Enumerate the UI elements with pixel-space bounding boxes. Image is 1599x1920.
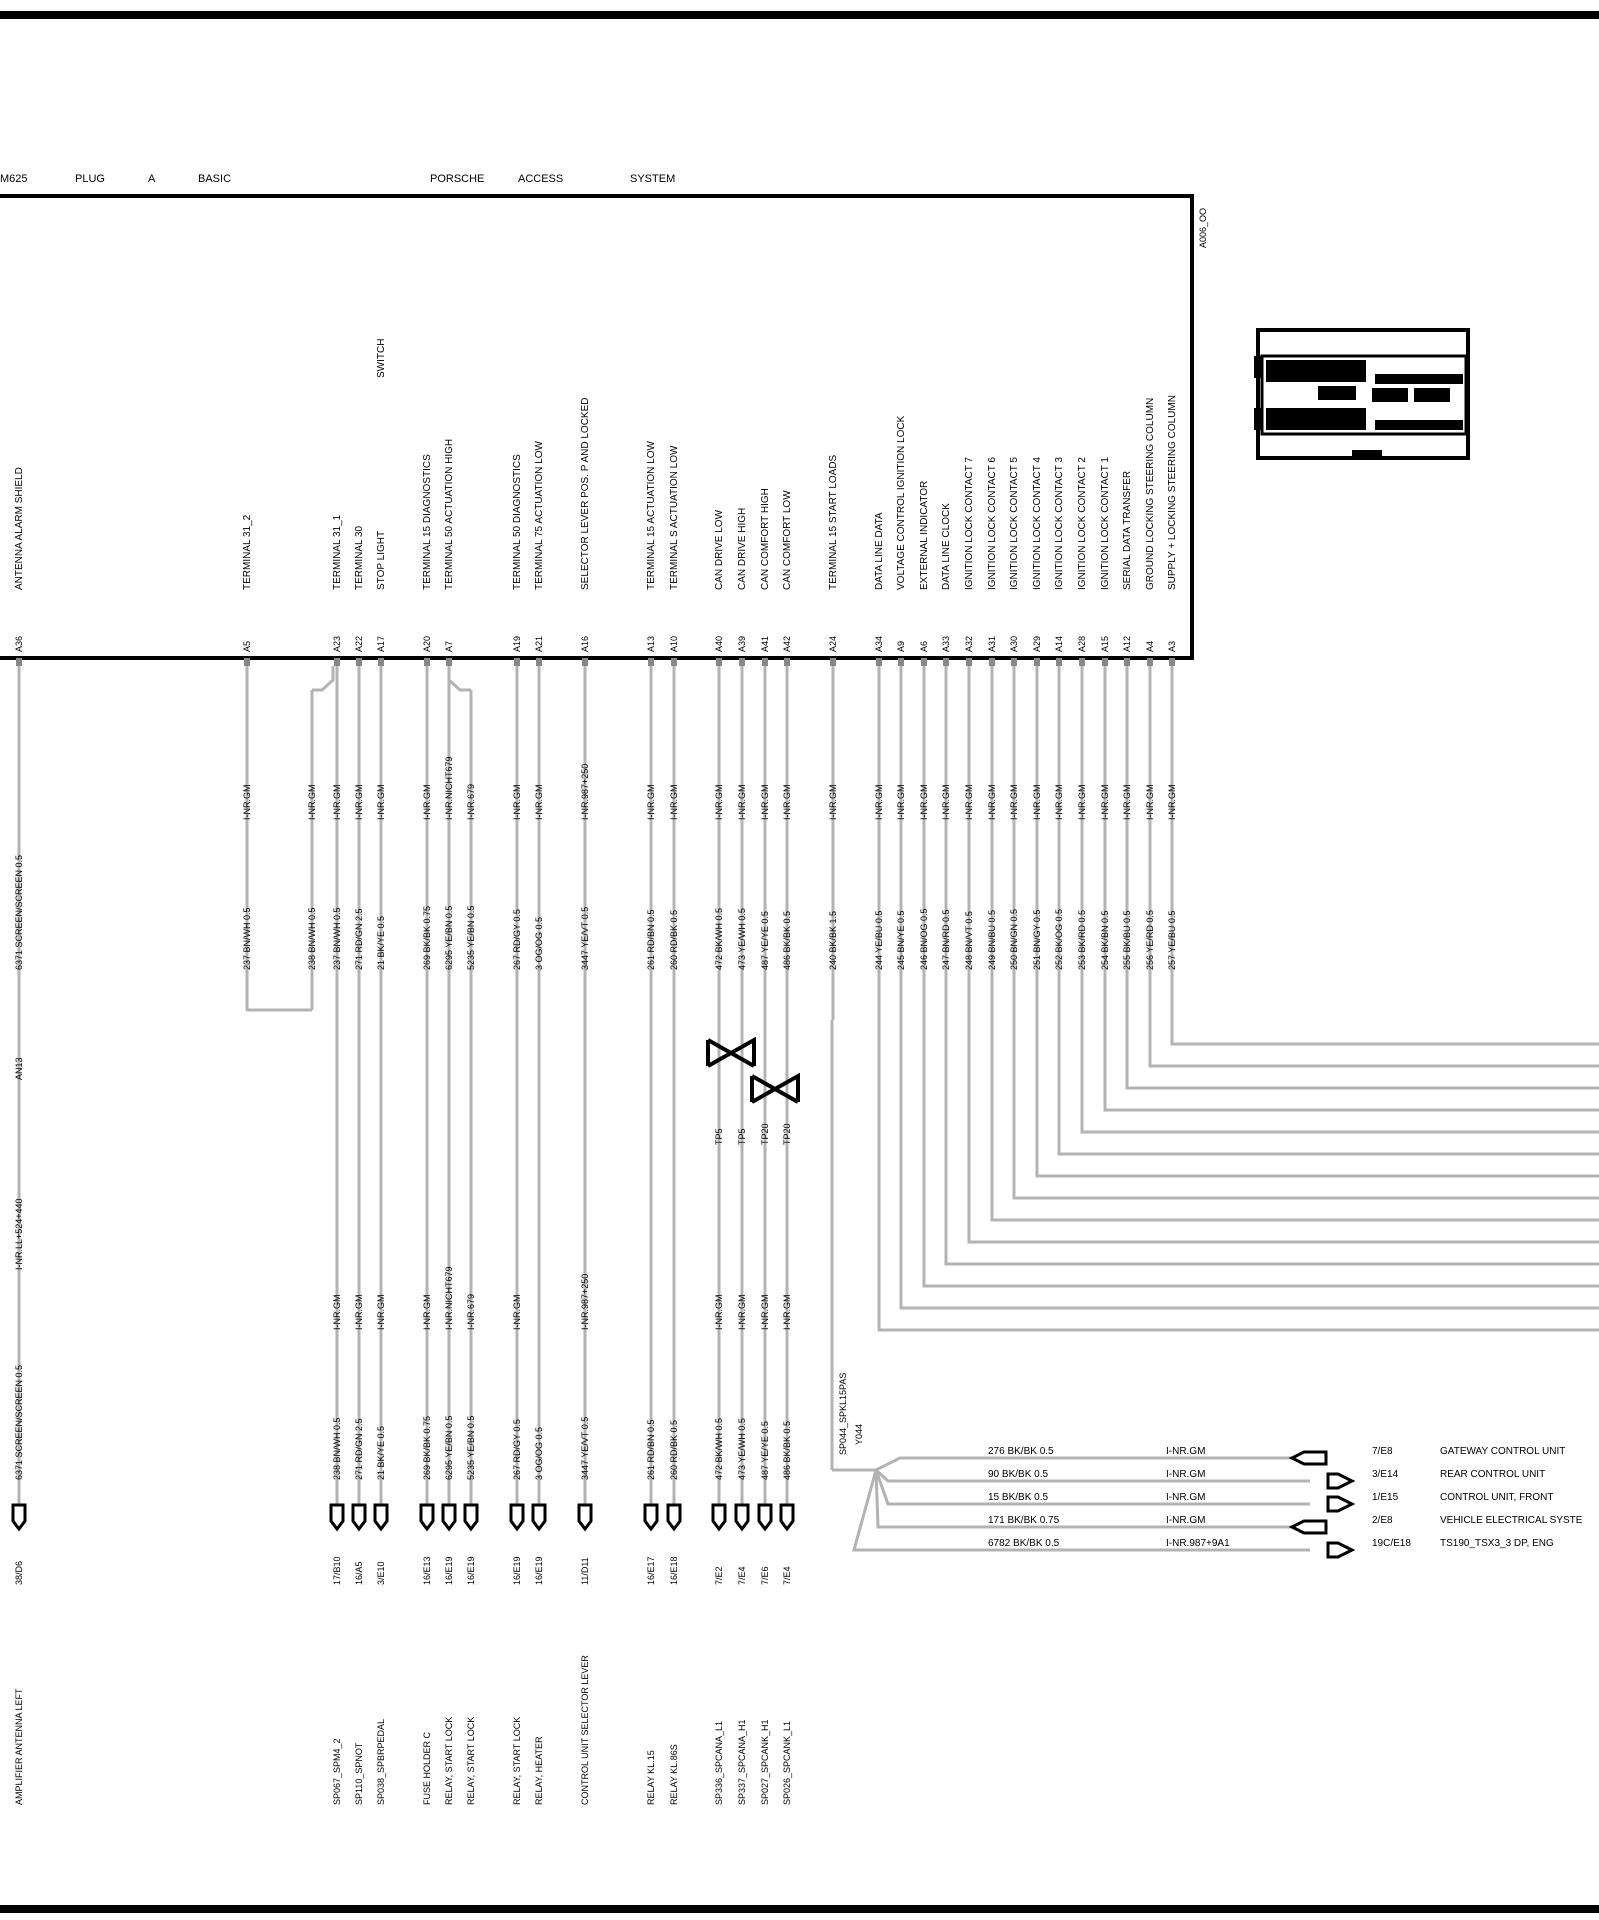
pin-stub (582, 658, 588, 666)
wire-spec: I-NR.GM (1167, 784, 1177, 820)
wire-label: 3 OG/OG 0.5 (534, 1426, 544, 1480)
pin-number: A31 (987, 635, 997, 652)
branch-location: 3/E14 (1372, 1469, 1399, 1480)
wire-spec: I-NR.GM (919, 784, 929, 820)
wire-label: 472 BK/WH 0.5 (714, 1417, 724, 1480)
connector-location: 16/E19 (444, 1556, 454, 1585)
pin-function: GROUND LOCKING STEERING COLUMN (1145, 397, 1156, 590)
header-access: ACCESS (518, 173, 564, 185)
destination: RELAY KL.15 (646, 1750, 656, 1805)
branch-location: 19C/E18 (1372, 1538, 1411, 1549)
pin-function: TERMINAL 50 DIAGNOSTICS (512, 454, 523, 590)
wire-spec: I-NR.GM (512, 784, 522, 820)
branch-1 (876, 1446, 1565, 1470)
wire-spec: I-NR.GM (1009, 784, 1019, 820)
wire-spec: I-NR.GM (1145, 784, 1155, 820)
pin-number: A4 (1145, 640, 1155, 652)
branch-destination: TS190_TSX3_3 DP, ENG (1440, 1538, 1554, 1549)
wire-spec: I-NR.GM (896, 784, 906, 820)
wire-spec: I-NR.GM (1032, 784, 1042, 820)
wire-spec: I-NR.GM (376, 1294, 386, 1330)
pin-number: A7 (444, 640, 454, 652)
pin-number: A6 (919, 640, 929, 652)
branch-5 (854, 1470, 1554, 1557)
branch-spec: I-NR.GM (1166, 1492, 1206, 1503)
pin-function: CAN COMFORT LOW (782, 490, 793, 590)
pin-function: CAN COMFORT HIGH (760, 488, 771, 590)
destination: SP336_SPCANA_L1 (714, 1720, 724, 1805)
pin-number: A41 (760, 635, 770, 652)
wire-label: 21 BK/YE 0.5 (376, 915, 386, 970)
wire-run-A3 (1172, 1020, 1599, 1044)
wire-spec: I-NR.GM (964, 784, 974, 820)
pin-number: A24 (828, 635, 838, 652)
destination: SP026_SPCANK_L1 (782, 1720, 792, 1805)
wire-label: 237 BN/WH 0.5 (242, 907, 252, 970)
top-border (0, 11, 1599, 19)
pin-number: A39 (737, 635, 747, 652)
wire-label: 260 RD/BK 0.5 (669, 909, 679, 970)
wire-spec: I-NR.679 (466, 1293, 476, 1330)
connector-location: 16/A5 (354, 1561, 364, 1585)
connector-A40 (713, 1505, 725, 1529)
pin-number: A36 (14, 635, 24, 652)
destination: RELAY KL.86S (669, 1744, 679, 1805)
wire-label: 261 RD/BN 0.5 (646, 909, 656, 970)
wire-label: 238 BN/WH 0.5 (307, 907, 317, 970)
branch-destination: GATEWAY CONTROL UNIT (1440, 1446, 1566, 1457)
wire-spec: I-NR.GM (941, 784, 951, 820)
connector-A7 (443, 1505, 455, 1529)
pin-stub (1079, 658, 1085, 666)
wire-spec: I-NR.679 (466, 783, 476, 820)
connector-icon (1328, 1474, 1352, 1488)
pin-function: SUPPLY + LOCKING STEERING COLUMN (1167, 395, 1178, 590)
pin-function: TERMINAL 75 ACTUATION LOW (534, 441, 545, 590)
wire-run-A33 (946, 1020, 1599, 1264)
wire-spec: I-NR.NICHT679 (444, 1266, 454, 1330)
pin-stub (514, 658, 520, 666)
branch-destination: CONTROL UNIT, FRONT (1440, 1492, 1554, 1503)
wire-label: 237 BN/WH 0.5 (332, 907, 342, 970)
branch-wire (876, 1470, 1310, 1504)
pins (13, 339, 1599, 1805)
connector-location: 7/E4 (737, 1566, 747, 1585)
pin-number: A21 (534, 635, 544, 652)
branch-wire-label: 276 BK/BK 0.5 (988, 1446, 1054, 1457)
branch-spec: I-NR.GM (1166, 1446, 1206, 1457)
branch-wire-label: 90 BK/BK 0.5 (988, 1469, 1049, 1480)
wire-spec: I-NR.GM (737, 784, 747, 820)
pin-number: A30 (1009, 635, 1019, 652)
twisted-pair-label: TP5 (714, 1128, 724, 1145)
wire-label: 260 RD/BK 0.5 (669, 1419, 679, 1480)
pin-function: TERMINAL 31_2 (242, 514, 253, 590)
wire-spec: I-NR.NICHT679 (444, 756, 454, 820)
wire-label: 5235 YE/BN 0.5 (466, 1415, 476, 1480)
pin-stub (762, 658, 768, 666)
pin-function: DATA LINE DATA (874, 512, 885, 590)
connector-A20 (421, 1505, 433, 1529)
twisted-pair-label: TP20 (782, 1123, 792, 1145)
pin-function: EXTERNAL INDICATOR (919, 480, 930, 590)
pin-stub (739, 658, 745, 666)
pin-number: A22 (354, 635, 364, 652)
pin-stub (716, 658, 722, 666)
pin-number: A29 (1032, 635, 1042, 652)
destination: AMPLIFIER ANTENNA LEFT (14, 1688, 24, 1805)
wire-A23-split (312, 666, 333, 690)
pin-stub (536, 658, 542, 666)
destination: CONTROL UNIT SELECTOR LEVER (580, 1655, 590, 1805)
wire-label: 247 BN/RD 0.5 (941, 909, 951, 970)
connector-location: 16/E19 (534, 1556, 544, 1585)
wire-label: 253 BK/RD 0.5 (1077, 909, 1087, 970)
wire-label: 269 BK/BK 0.75 (422, 905, 432, 970)
pin-function: VOLTAGE CONTROL IGNITION LOCK (896, 415, 907, 590)
branch-location: 7/E8 (1372, 1446, 1393, 1457)
wire-spec: I-NR.GM (354, 784, 364, 820)
pin-stub (1102, 658, 1108, 666)
pin-function: TERMINAL S ACTUATION LOW (669, 445, 680, 590)
connector-location: 16/E17 (646, 1556, 656, 1585)
wire-spec: I-NR.GM (1077, 784, 1087, 820)
wire-label: 267 RD/GY 0.5 (512, 909, 522, 970)
branch-spec: I-NR.GM (1166, 1469, 1206, 1480)
pin-stub (966, 658, 972, 666)
wire-label: 254 BK/BN 0.5 (1100, 910, 1110, 970)
wire-label: 6295 YE/BN 0.5 (444, 1415, 454, 1480)
wire-spec: I-NR.GM (354, 1294, 364, 1330)
pin-number: A33 (941, 635, 951, 652)
pin-stub (1034, 658, 1040, 666)
pin-stub (876, 658, 882, 666)
pin-function: IGNITION LOCK CONTACT 2 (1077, 457, 1088, 590)
pin-number: A16 (580, 635, 590, 652)
wire-label: 21 BK/YE 0.5 (376, 1425, 386, 1480)
wire-label: 487 YE/YE 0.5 (760, 911, 770, 970)
pin-stub (648, 658, 654, 666)
wire-spec: I-NR.GM (828, 784, 838, 820)
wire-label: 240 BK/BK 1.5 (828, 910, 838, 970)
pin-function: TERMINAL 31_1 (332, 514, 343, 590)
pin-stub (830, 658, 836, 666)
pin-number: A42 (782, 635, 792, 652)
header-porsche: PORSCHE (430, 173, 485, 185)
destination: RELAY, START LOCK (466, 1716, 476, 1805)
pin-function: IGNITION LOCK CONTACT 3 (1054, 457, 1065, 590)
twisted-pair-label: TP5 (737, 1128, 747, 1145)
connector-A10 (668, 1505, 680, 1529)
pin-number: A9 (896, 640, 906, 652)
connector-A36 (13, 1505, 25, 1529)
wire-A7-split (449, 666, 471, 690)
wire-label: 6371 SCREEN/SCREEN 0.5 (14, 854, 24, 970)
destination: SP110_SPNOT (354, 1742, 364, 1805)
wire-label: 486 BK/BK 0.5 (782, 1420, 792, 1480)
connector-icon (1292, 1521, 1326, 1533)
wire-spec: I-NR.GM (534, 784, 544, 820)
wire-label: 6371 SCREEN/SCREEN 0.5 (14, 1364, 24, 1480)
pin-function: TERMINAL 50 ACTUATION HIGH (444, 438, 455, 590)
wire-spec: I-NR.GM (714, 784, 724, 820)
header-m625: M625 (0, 173, 28, 185)
wire-label: 249 BN/BU 0.5 (987, 909, 997, 970)
destination: SP027_SPCANK_H1 (760, 1719, 770, 1805)
connector-A42 (781, 1505, 793, 1529)
pin-number: A19 (512, 635, 522, 652)
wire-label: 255 BK/BU 0.5 (1122, 910, 1132, 970)
connector-A23 (331, 1505, 343, 1529)
branch-wire (876, 1470, 1310, 1481)
wire-spec: I-NR.GM (512, 1294, 522, 1330)
pin-stub (921, 658, 927, 666)
wire-label: 271 RD/GN 2.5 (354, 1418, 364, 1480)
wire-spec: I-NR.GM (669, 784, 679, 820)
pin-function: CAN DRIVE HIGH (737, 507, 748, 590)
pin-function: TERMINAL 15 START LOADS (828, 454, 839, 590)
wire-spec: I-NR.987+250 (580, 1273, 590, 1330)
pin-stub (16, 658, 22, 666)
wire-spec: I-NR.GM (1100, 784, 1110, 820)
wire-label: 486 BK/BK 0.5 (782, 910, 792, 970)
connector-location: 16/E18 (669, 1556, 679, 1585)
wire-label: 6295 YE/BN 0.5 (444, 905, 454, 970)
connector-A41 (759, 1505, 771, 1529)
wire-spec: I-NR.GM (782, 1294, 792, 1330)
wire-label: 261 RD/BN 0.5 (646, 1419, 656, 1480)
wire-spec: I-NR.GM (782, 784, 792, 820)
pin-number: A40 (714, 635, 724, 652)
header-plug: PLUG (75, 173, 105, 185)
pin-number: A5 (242, 640, 252, 652)
pin-function: CAN DRIVE LOW (714, 509, 725, 590)
pin-stub (1124, 658, 1130, 666)
wire-label: 244 YE/BU 0.5 (874, 910, 884, 970)
wire-label: 251 BN/GY 0.5 (1032, 909, 1042, 970)
pin-stub (898, 658, 904, 666)
destination: SP038_SPBRPEDAL (376, 1718, 386, 1805)
pin-function: SELECTOR LEVER POS. P AND LOCKED (580, 397, 591, 590)
connector-A7-b (465, 1505, 477, 1529)
pin-stub (1011, 658, 1017, 666)
pin-stub (1147, 658, 1153, 666)
wire-label: 246 BN/OG 0.5 (919, 908, 929, 970)
connector-icon (1292, 1452, 1326, 1464)
wire-label: 3447 YE/VT 0.5 (580, 906, 590, 970)
pin-number: A12 (1122, 635, 1132, 652)
connector-icon (1328, 1543, 1352, 1557)
pin-number: A28 (1077, 635, 1087, 652)
pin-number: A32 (964, 635, 974, 652)
wire-spec: I-NR.GM (737, 1294, 747, 1330)
wire-spec: I-NR.GM (1122, 784, 1132, 820)
branch-wire-label: 6782 BK/BK 0.5 (988, 1538, 1060, 1549)
branch-location: 1/E15 (1372, 1492, 1399, 1503)
wire-run-A28 (1082, 1020, 1599, 1132)
wire-label: 248 BN/VT 0.5 (964, 911, 974, 970)
connector-A39 (736, 1505, 748, 1529)
connector-A13 (645, 1505, 657, 1529)
pin-number: A13 (646, 635, 656, 652)
splice-name: SP044_SPKL15PAS (838, 1372, 848, 1455)
pin-number: A15 (1100, 635, 1110, 652)
connector-A17 (375, 1505, 387, 1529)
pin-number: A34 (874, 635, 884, 652)
wire-label: 487 YE/YE 0.5 (760, 1421, 770, 1480)
pin-stub (784, 658, 790, 666)
branch-wire-label: 15 BK/BK 0.5 (988, 1492, 1049, 1503)
twisted-pair-icon (708, 1040, 754, 1066)
connector-icon (1328, 1497, 1352, 1511)
wire-label: 5235 YE/BN 0.5 (466, 905, 476, 970)
wire-label: 473 YE/WH 0.5 (737, 908, 747, 970)
wire-run-A12 (1127, 1020, 1599, 1088)
pin-function: STOP LIGHT (376, 530, 387, 590)
wire-label: 245 BN/YE 0.5 (896, 910, 906, 970)
pin-stub (1169, 658, 1175, 666)
wire-spec: I-NR.987+250 (580, 763, 590, 820)
wire-label: 267 RD/GY 0.5 (512, 1419, 522, 1480)
pin-function: IGNITION LOCK CONTACT 1 (1100, 457, 1111, 590)
pin-stub (1056, 658, 1062, 666)
component-code: A006_OO (1198, 207, 1208, 248)
branch-2 (876, 1469, 1545, 1488)
wire-spec: I-NR.GM (307, 784, 317, 820)
pin-function: TERMINAL 30 (354, 525, 365, 590)
pin-stub (334, 658, 340, 666)
wire-spec: I-NR.GM (760, 1294, 770, 1330)
wire-spec: I-NR.GM (646, 784, 656, 820)
pin-stub (943, 658, 949, 666)
pin-function: ANTENNA ALARM SHIELD (14, 467, 25, 590)
pin-function: IGNITION LOCK CONTACT 7 (964, 457, 975, 590)
destination: FUSE HOLDER C (422, 1731, 432, 1805)
connector-location: 17/B10 (332, 1556, 342, 1585)
connector-location: 7/E4 (782, 1566, 792, 1585)
wire-spec: I-NR.LL+524+440 (14, 1198, 24, 1270)
pin-function: TERMINAL 15 ACTUATION LOW (646, 441, 657, 590)
pin-number: A14 (1054, 635, 1064, 652)
wire-label: 472 BK/WH 0.5 (714, 907, 724, 970)
connector-location: 7/E6 (760, 1566, 770, 1585)
wire-spec: I-NR.GM (332, 1294, 342, 1330)
connector-location: 16/E19 (466, 1556, 476, 1585)
wire-label: 3447 YE/VT 0.5 (580, 1416, 590, 1480)
connector-location: 7/E2 (714, 1566, 724, 1585)
wire-spec: I-NR.GM (376, 784, 386, 820)
pin-number: A3 (1167, 640, 1177, 652)
pin-stub (356, 658, 362, 666)
pin-number: A17 (376, 635, 386, 652)
wire-label: 271 RD/GN 2.5 (354, 908, 364, 970)
wire-label: 473 YE/WH 0.5 (737, 1418, 747, 1480)
destination: SP337_SPCANA_H1 (737, 1719, 747, 1805)
pin-number: A23 (332, 635, 342, 652)
connector-location: 38/D6 (14, 1560, 24, 1585)
header-a: A (148, 173, 156, 185)
pin-function: TERMINAL 15 DIAGNOSTICS (422, 454, 433, 590)
branch-destination: VEHICLE ELECTRICAL SYSTE (1440, 1515, 1583, 1526)
header-system: SYSTEM (630, 173, 676, 185)
twisted-pair-icon (752, 1076, 798, 1102)
pin-stub (989, 658, 995, 666)
pin-stub (671, 658, 677, 666)
bottom-border (0, 1905, 1599, 1913)
wire-label: 269 BK/BK 0.75 (422, 1415, 432, 1480)
connector-A16 (579, 1505, 591, 1529)
pin-number: A20 (422, 635, 432, 652)
inline-connector: AN13 (14, 1057, 24, 1080)
pin-stub (424, 658, 430, 666)
destination: RELAY, START LOCK (444, 1716, 454, 1805)
connector-A21 (533, 1505, 545, 1529)
pin-stub (446, 658, 452, 666)
wire-spec: I-NR.GM (874, 784, 884, 820)
pin-number: A10 (669, 635, 679, 652)
wire-label: 250 BN/GN 0.5 (1009, 908, 1019, 970)
connector-location: 16/E19 (512, 1556, 522, 1585)
wire-label: 238 BN/WH 0.5 (332, 1417, 342, 1480)
wire-spec: I-NR.GM (1054, 784, 1064, 820)
pin-function: SERIAL DATA TRANSFER (1122, 470, 1133, 590)
connector-A22 (353, 1505, 365, 1529)
wire-spec: I-NR.GM (987, 784, 997, 820)
wire-label: 257 YE/BU 0.5 (1167, 910, 1177, 970)
connector-plug-icon (1254, 330, 1468, 460)
connector-A19 (511, 1505, 523, 1529)
twisted-pair-label: TP20 (760, 1123, 770, 1145)
connector-location: 16/E13 (422, 1556, 432, 1585)
wire-spec: I-NR.GM (422, 784, 432, 820)
branch-spec: I-NR.987+9A1 (1166, 1538, 1230, 1549)
destination: SP067_SPM4_2 (332, 1738, 342, 1805)
pin-function-extra: SWITCH (376, 338, 387, 378)
pin-stub (378, 658, 384, 666)
pin-function: IGNITION LOCK CONTACT 6 (987, 457, 998, 590)
branch-wire (876, 1458, 1310, 1470)
branch-wire-label: 171 BK/BK 0.75 (988, 1515, 1060, 1526)
wire-spec: I-NR.GM (760, 784, 770, 820)
splice-code: Y044 (854, 1423, 864, 1445)
header-basic: BASIC (198, 173, 232, 185)
branch-spec: I-NR.GM (1166, 1515, 1206, 1526)
pin-function: DATA LINE CLOCK (941, 503, 952, 590)
branch-wire (876, 1470, 1310, 1527)
branch-location: 2/E8 (1372, 1515, 1393, 1526)
wire-spec: I-NR.GM (714, 1294, 724, 1330)
wire-spec: I-NR.GM (242, 784, 252, 820)
wire-spec: I-NR.GM (422, 1294, 432, 1330)
destination: RELAY, HEATER (534, 1736, 544, 1805)
destination: RELAY, START LOCK (512, 1716, 522, 1805)
pin-function: IGNITION LOCK CONTACT 4 (1032, 457, 1043, 590)
pin-stub (244, 658, 250, 666)
header (0, 173, 675, 185)
pin-function: IGNITION LOCK CONTACT 5 (1009, 457, 1020, 590)
branch-destination: REAR CONTROL UNIT (1440, 1469, 1546, 1480)
connector-location: 3/E10 (376, 1561, 386, 1585)
wire-label: 252 BK/OG 0.5 (1054, 908, 1064, 970)
wire-label: 3 OG/OG 0.5 (534, 916, 544, 970)
wire-spec: I-NR.GM (332, 784, 342, 820)
connector-location: 11/D11 (580, 1557, 590, 1585)
wire-label: 256 YE/RD 0.5 (1145, 910, 1155, 970)
